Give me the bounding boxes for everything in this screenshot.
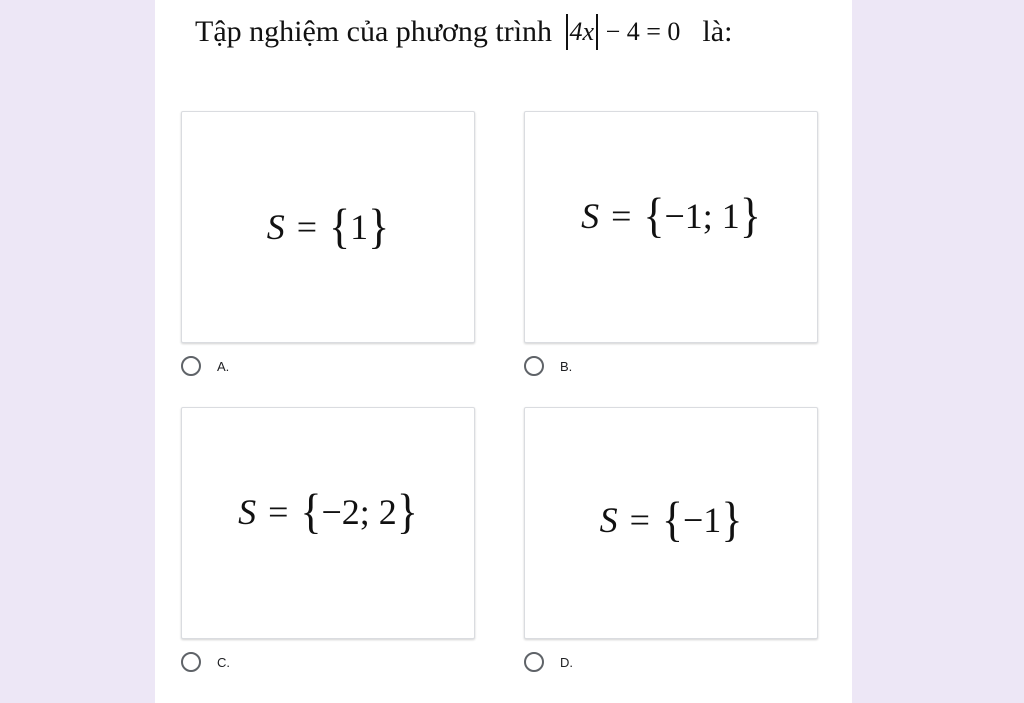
set-values: 1 (350, 207, 369, 247)
set-values: −2; 2 (321, 492, 397, 532)
option-a-image[interactable] (181, 111, 475, 343)
option-b-formula (581, 188, 761, 243)
option-b-row[interactable] (524, 356, 820, 376)
option-d-radio[interactable] (524, 652, 544, 672)
option-c-image[interactable] (181, 407, 475, 639)
option-d-formula (599, 492, 743, 547)
question-suffix: là: (702, 15, 733, 48)
option-d[interactable] (524, 407, 820, 672)
option-a[interactable] (181, 111, 477, 376)
option-d-row[interactable] (524, 652, 820, 672)
option-b[interactable] (524, 111, 820, 376)
option-c-formula (238, 484, 418, 539)
equals-sign: = (611, 196, 632, 236)
option-a-radio[interactable] (181, 356, 201, 376)
equation-abs-inner: 4x (569, 17, 595, 46)
close-brace: } (396, 484, 418, 539)
option-b-label: B. (560, 358, 573, 374)
close-brace: } (721, 492, 743, 547)
option-c[interactable] (181, 407, 477, 672)
question-equation (564, 14, 680, 50)
question-title (195, 14, 835, 50)
equals-sign: = (629, 500, 650, 540)
option-b-image[interactable] (524, 111, 818, 343)
abs-bar-left (566, 14, 568, 50)
equation-rest: − 4 = 0 (605, 17, 681, 46)
option-b-radio[interactable] (524, 356, 544, 376)
set-values: −1; 1 (664, 196, 740, 236)
option-a-formula (266, 199, 390, 254)
equals-sign: = (296, 207, 318, 247)
close-brace: } (739, 188, 761, 243)
option-d-label: D. (560, 654, 573, 670)
option-c-radio[interactable] (181, 652, 201, 672)
option-c-label: C. (217, 654, 230, 670)
option-a-label: A. (217, 358, 230, 374)
question-card (155, 0, 852, 703)
equals-sign: = (268, 492, 289, 532)
set-variable: S (238, 492, 257, 532)
set-variable: S (581, 196, 600, 236)
abs-bar-right (596, 14, 598, 50)
option-c-row[interactable] (181, 652, 477, 672)
set-values: −1 (683, 500, 722, 540)
option-a-row[interactable] (181, 356, 477, 376)
set-variable: S (266, 207, 285, 247)
set-variable: S (599, 500, 618, 540)
open-brace: { (661, 492, 683, 547)
option-d-image[interactable] (524, 407, 818, 639)
question-prefix: Tập nghiệm của phương trình (195, 15, 553, 48)
open-brace: { (643, 188, 665, 243)
open-brace: { (300, 484, 322, 539)
open-brace: { (329, 199, 351, 254)
close-brace: } (368, 199, 390, 254)
